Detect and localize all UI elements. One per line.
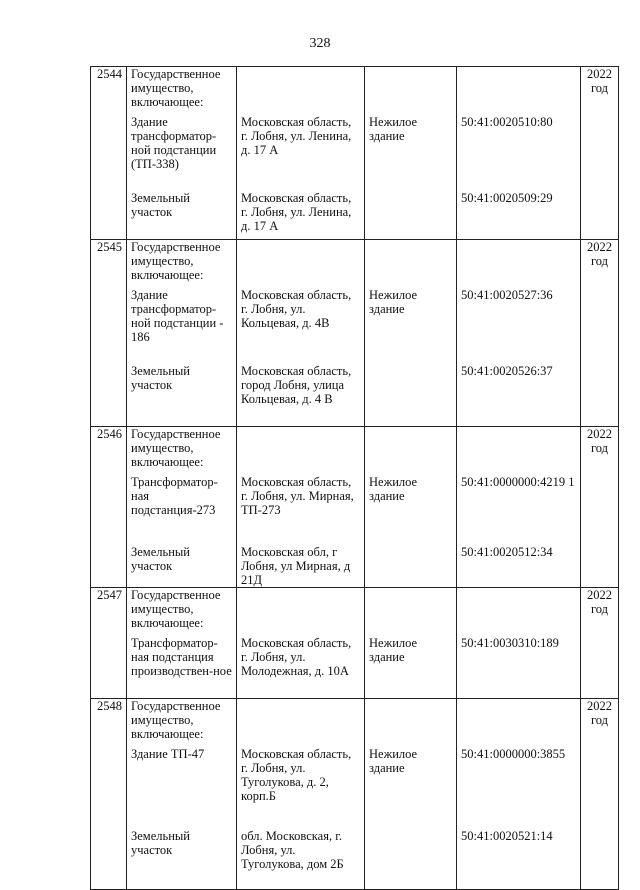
item-address: Московская область, г. Лобня, ул. Кольцевая, д. 4В [241,288,352,330]
entry-number: 2547 [91,588,127,699]
entry-year: 2022 год [581,427,619,588]
entry-item-address-cell [237,427,365,588]
registry-row [91,67,619,240]
cadastral-number: 50:41:0000000:4219 1 [461,475,575,489]
entry-cadastral-number-cell [457,427,581,588]
entry-title: Государственное имущество, включающее: [131,67,221,109]
entry-number: 2546 [91,427,127,588]
entry-cadastral-number-cell [457,67,581,240]
item-address: Московская область, г. Лобня, ул. Ленина, д. 17 А [241,191,352,233]
entry-item-name-cell [127,427,237,588]
entry-item-name-cell [127,240,237,427]
entry-item-address-cell [237,588,365,699]
item-type [369,191,452,239]
item-name: Трансформатор-ная подстанция производствен-ное [131,636,232,678]
registry-row [91,427,619,588]
item-type: Нежилое здание [369,288,418,316]
entry-title: Государственное имущество, включающее: [131,427,221,469]
cadastral-number: 50:41:0020521:14 [461,829,553,843]
item-name: Земельный участок [131,191,190,219]
cadastral-number: 50:41:0030310:189 [461,636,559,650]
entry-item-name-cell [127,588,237,699]
item-address: Московская область, г. Лобня, ул. Ленина, д. 17 А [241,115,352,157]
entry-year: 2022 год [581,588,619,699]
cadastral-number: 50:41:0020509:29 [461,191,553,205]
item-address: Московская область, г. Лобня, ул. Туголукова, д. 2, корп.Б [241,747,352,803]
item-name: Здание трансформатор-ной подстанции - 186 [131,288,224,344]
property-registry-table [90,66,619,890]
item-name: Здание трансформатор-ной подстанции (ТП-338) [131,115,217,171]
item-name: Трансформатор-ная подстанция-273 [131,475,218,517]
item-name: Здание ТП-47 [131,747,205,761]
item-address: Московская обл, г Лобня, ул Мирная, д 21Д [241,545,351,587]
item-type: Нежилое здание [369,747,418,775]
entry-cadastral-number-cell [457,699,581,890]
item-address: Московская область, г. Лобня, ул. Молодежная, д. 10А [241,636,352,678]
entry-item-type-cell [365,240,457,427]
item-address: Московская область, г. Лобня, ул. Мирная, ТП-273 [241,475,354,517]
entry-cadastral-number-cell [457,240,581,427]
item-type [369,545,452,587]
page-number: 328 [309,36,331,51]
item-type: Нежилое здание [369,636,418,664]
item-type [369,364,452,426]
item-name: Земельный участок [131,545,190,573]
item-type: Нежилое здание [369,115,418,143]
item-name: Земельный участок [131,364,190,392]
registry-row [91,699,619,890]
registry-body [91,67,619,890]
registry-row [91,240,619,427]
entry-number: 2544 [91,67,127,240]
registry-row [91,588,619,699]
entry-item-type-cell [365,588,457,699]
entry-number: 2548 [91,699,127,890]
entry-number: 2545 [91,240,127,427]
entry-item-name-cell [127,67,237,240]
item-address: обл. Московская, г. Лобня, ул. Туголукова, дом 2Б [241,829,344,871]
entry-item-address-cell [237,240,365,427]
entry-item-type-cell [365,427,457,588]
item-name: Земельный участок [131,829,190,857]
entry-item-name-cell [127,699,237,890]
cadastral-number: 50:41:0000000:3855 [461,747,566,761]
cadastral-number: 50:41:0020512:34 [461,545,553,559]
entry-title: Государственное имущество, включающее: [131,240,221,282]
entry-item-address-cell [237,67,365,240]
entry-year: 2022 год [581,240,619,427]
cadastral-number: 50:41:0020526:37 [461,364,553,378]
entry-item-address-cell [237,699,365,890]
entry-cadastral-number-cell [457,588,581,699]
entry-title: Государственное имущество, включающее: [131,699,221,741]
cadastral-number: 50:41:0020527:36 [461,288,553,302]
entry-item-type-cell [365,67,457,240]
item-address: Московская область, город Лобня, улица Кольцевая, д. 4 В [241,364,352,406]
entry-year: 2022 год [581,67,619,240]
entry-year: 2022 год [581,699,619,890]
item-type [369,829,452,889]
entry-item-type-cell [365,699,457,890]
entry-title: Государственное имущество, включающее: [131,588,221,630]
cadastral-number: 50:41:0020510:80 [461,115,553,129]
item-type: Нежилое здание [369,475,418,503]
